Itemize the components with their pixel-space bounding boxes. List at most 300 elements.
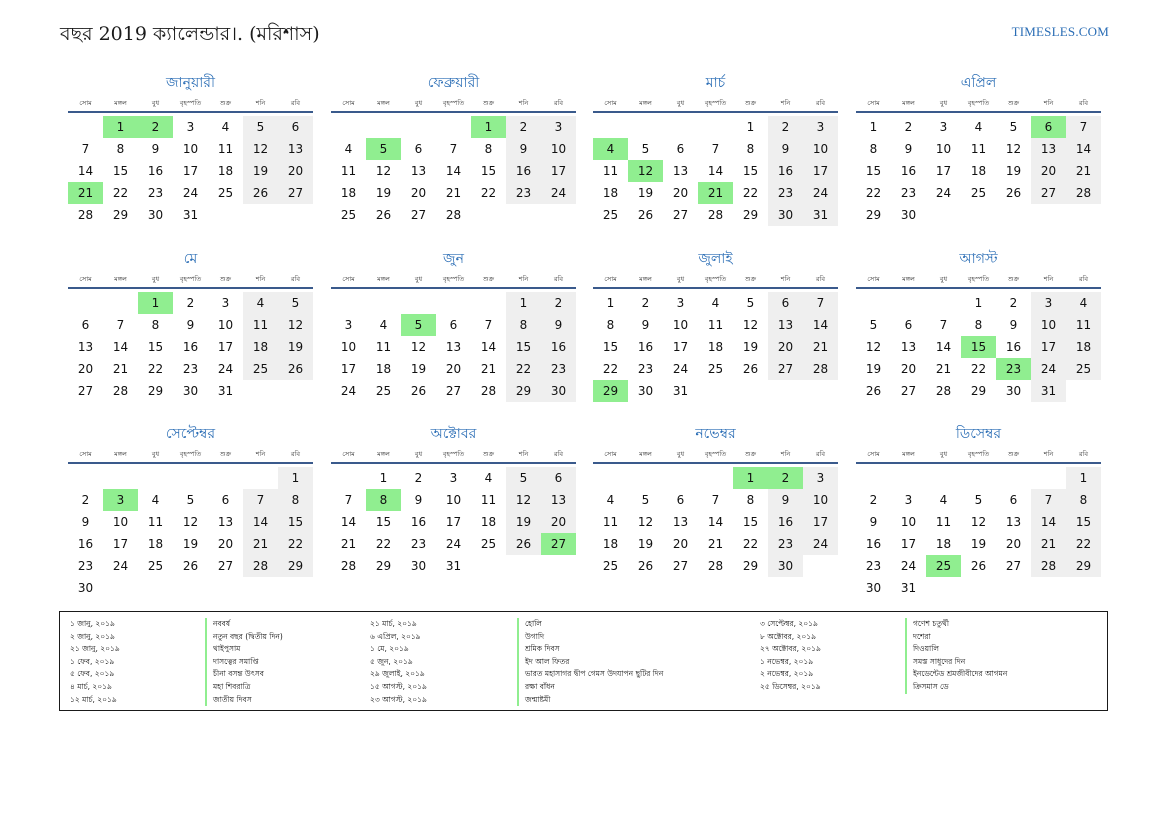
day-cell: 24 [935, 186, 952, 200]
day-cell: 20 [541, 511, 576, 533]
holiday-date: ১৫ আগস্ট, ২০১৯ [370, 681, 427, 691]
day-cell: 30 [637, 384, 654, 398]
day-cell: 4 [974, 120, 983, 134]
empty-cell [173, 467, 208, 489]
holiday-date: ১ ফেব, ২০১৯ [70, 656, 115, 666]
day-cell: 1 [974, 296, 983, 310]
day-cell: 29 [742, 559, 759, 573]
weekday-label: শুক্র [1007, 450, 1020, 458]
day-cell: 29 [865, 208, 882, 222]
day-cell: 19 [278, 336, 313, 358]
day-cell: 7 [939, 318, 948, 332]
day-cell: 29 [112, 208, 129, 222]
empty-cell [1066, 380, 1101, 402]
empty-cell [1031, 467, 1066, 489]
day-cell: 11 [147, 515, 164, 529]
weekday-label: মঙ্গল [639, 275, 652, 283]
week-row [68, 380, 313, 402]
day-cell: 2 [186, 296, 195, 310]
day-cell: 1 [138, 292, 173, 314]
weekday-label: শুক্র [744, 99, 757, 107]
weekday-label: বৃহস্পতি [967, 450, 990, 458]
weekday-label: মঙ্গল [377, 450, 390, 458]
day-cell: 17 [112, 537, 129, 551]
day-cell: 15 [1066, 511, 1101, 533]
day-cell: 20 [672, 537, 689, 551]
day-cell: 29 [742, 208, 759, 222]
day-cell: 11 [970, 142, 987, 156]
day-cell: 19 [410, 362, 427, 376]
month-calendar [68, 248, 313, 402]
week-row [593, 380, 838, 402]
weekday-label: বুধ [151, 275, 160, 283]
empty-cell [961, 204, 996, 226]
day-cell: 1 [606, 296, 615, 310]
week-row [331, 380, 576, 402]
day-grid [68, 467, 313, 599]
weekday-label: বুধ [414, 99, 423, 107]
day-cell: 13 [672, 164, 689, 178]
holiday-date: ২৫ ডিসেম্বর, ২০১৯ [760, 681, 821, 691]
day-cell: 27 [900, 384, 917, 398]
day-cell: 2 [869, 493, 878, 507]
holiday-name: ইনডেন্টেড শ্রমজীবীদের আগমন [913, 669, 1008, 679]
day-cell: 16 [506, 160, 541, 182]
holiday-dates-col-1 [70, 618, 120, 706]
day-cell: 3 [803, 116, 838, 138]
day-cell: 23 [900, 186, 917, 200]
day-cell: 18 [1066, 336, 1101, 358]
holiday-dates-col-2 [370, 618, 427, 706]
day-cell: 19 [182, 537, 199, 551]
day-cell: 25 [340, 208, 357, 222]
day-cell: 31 [1031, 380, 1066, 402]
holiday-name: শ্রমিক দিবস [525, 644, 560, 654]
weekday-label: মঙ্গল [114, 275, 127, 283]
day-cell: 18 [147, 537, 164, 551]
day-grid [856, 116, 1101, 226]
empty-cell [68, 116, 103, 138]
day-cell: 23 [996, 358, 1031, 380]
weekday-label: মঙ্গল [114, 99, 127, 107]
weekday-label: সোম [604, 450, 617, 458]
day-cell: 26 [1005, 186, 1022, 200]
weekday-label: শুক্র [1007, 99, 1020, 107]
day-cell: 5 [746, 296, 755, 310]
week-row [331, 358, 576, 380]
weekday-label: মঙ্গল [902, 99, 915, 107]
day-cell: 21 [340, 537, 357, 551]
day-cell: 17 [1031, 336, 1066, 358]
empty-cell [996, 467, 1031, 489]
holiday-date: ৩ সেপ্টেম্বর, ২০১৯ [760, 619, 818, 628]
day-cell: 13 [77, 340, 94, 354]
weekday-label: রবি [553, 450, 564, 458]
holiday-date: ১ নভেম্বর, ২০১৯ [760, 656, 814, 666]
day-cell: 28 [707, 208, 724, 222]
empty-cell [208, 467, 243, 489]
day-cell: 16 [1005, 340, 1022, 354]
holiday-date: ৪ মার্চ, ২০১৯ [70, 681, 112, 691]
day-cell: 26 [278, 358, 313, 380]
weekday-label: শনি [518, 275, 529, 283]
day-cell: 15 [506, 336, 541, 358]
day-cell: 8 [151, 318, 160, 332]
day-cell: 8 [606, 318, 615, 332]
day-cell: 4 [221, 120, 230, 134]
day-cell: 3 [186, 120, 195, 134]
holiday-date: ২৯ জুলাই, ২০১৯ [370, 669, 425, 679]
weekday-label: বৃহস্পতি [442, 99, 465, 107]
day-cell: 9 [506, 138, 541, 160]
weekday-label: সোম [342, 99, 355, 107]
weekday-label: শুক্র [1007, 275, 1020, 283]
day-cell: 21 [1066, 160, 1101, 182]
day-cell: 27 [541, 533, 576, 555]
day-cell: 17 [217, 340, 234, 354]
empty-cell [331, 292, 366, 314]
day-cell: 5 [1009, 120, 1018, 134]
day-cell: 6 [676, 142, 685, 156]
week-row [856, 204, 1101, 226]
day-cell: 7 [484, 318, 493, 332]
month-calendar [593, 72, 838, 226]
day-cell: 15 [865, 164, 882, 178]
day-cell: 28 [243, 555, 278, 577]
day-cell: 11 [375, 340, 392, 354]
week-row [856, 314, 1101, 336]
week-row [593, 467, 838, 489]
weekday-label: মঙ্গল [639, 450, 652, 458]
empty-cell [891, 292, 926, 314]
holiday-name: জাতীয় দিবস [213, 694, 252, 704]
week-row [68, 577, 313, 599]
day-cell: 21 [707, 537, 724, 551]
month-calendar [593, 423, 838, 577]
weekday-label: সোম [79, 450, 92, 458]
day-cell: 29 [593, 380, 628, 402]
day-cell: 22 [278, 533, 313, 555]
day-cell: 24 [803, 533, 838, 555]
day-cell: 28 [1066, 182, 1101, 204]
day-cell: 3 [803, 467, 838, 489]
weekday-label: শুক্র [744, 450, 757, 458]
day-cell: 24 [112, 559, 129, 573]
day-cell: 5 [641, 493, 650, 507]
weekday-header [856, 96, 1101, 113]
day-cell: 27 [1031, 182, 1066, 204]
week-row [856, 358, 1101, 380]
weekday-label: শনি [255, 275, 266, 283]
day-cell: 26 [375, 208, 392, 222]
week-row [856, 160, 1101, 182]
week-row [856, 336, 1101, 358]
day-cell: 23 [768, 182, 803, 204]
holiday-date: ৮ অক্টোবর, ২০১৯ [760, 631, 817, 641]
day-cell: 21 [112, 362, 129, 376]
day-cell: 9 [151, 142, 160, 156]
day-cell: 1 [869, 120, 878, 134]
day-cell: 14 [707, 164, 724, 178]
day-cell: 12 [182, 515, 199, 529]
week-row [593, 160, 838, 182]
day-cell: 27 [278, 182, 313, 204]
weekday-label: বুধ [151, 450, 160, 458]
day-grid [593, 292, 838, 402]
day-cell: 25 [217, 186, 234, 200]
day-cell: 30 [541, 380, 576, 402]
day-cell: 3 [939, 120, 948, 134]
day-cell: 15 [742, 515, 759, 529]
day-cell: 21 [698, 182, 733, 204]
day-cell: 4 [1066, 292, 1101, 314]
day-cell: 10 [900, 515, 917, 529]
week-row [68, 116, 313, 138]
day-cell: 7 [449, 142, 458, 156]
day-cell: 10 [935, 142, 952, 156]
day-cell: 4 [593, 138, 628, 160]
empty-cell [663, 116, 698, 138]
day-cell: 5 [641, 142, 650, 156]
day-cell: 31 [803, 204, 838, 226]
empty-cell [1031, 204, 1066, 226]
holiday-name: মহা শিবরাত্রি [213, 681, 251, 691]
week-row [856, 577, 1101, 599]
day-cell: 23 [147, 186, 164, 200]
day-cell: 20 [77, 362, 94, 376]
day-cell: 8 [974, 318, 983, 332]
weekday-label: বৃহস্পতি [967, 275, 990, 283]
day-cell: 9 [641, 318, 650, 332]
day-cell: 26 [742, 362, 759, 376]
day-grid [593, 116, 838, 226]
day-cell: 9 [81, 515, 90, 529]
week-row [593, 314, 838, 336]
weekday-label: বুধ [414, 450, 423, 458]
day-cell: 22 [742, 537, 759, 551]
empty-cell [1066, 204, 1101, 226]
week-row [331, 160, 576, 182]
day-cell: 10 [217, 318, 234, 332]
day-cell: 28 [340, 559, 357, 573]
day-cell: 26 [243, 182, 278, 204]
empty-cell [471, 292, 506, 314]
day-cell: 4 [606, 493, 615, 507]
day-cell: 26 [182, 559, 199, 573]
day-cell: 28 [112, 384, 129, 398]
empty-cell [471, 555, 506, 577]
day-cell: 8 [1066, 489, 1101, 511]
day-cell: 7 [803, 292, 838, 314]
day-cell: 28 [935, 384, 952, 398]
day-cell: 21 [243, 533, 278, 555]
day-cell: 29 [970, 384, 987, 398]
holiday-date: ২১ মার্চ, ২০১৯ [370, 619, 417, 628]
week-row [331, 292, 576, 314]
day-cell: 18 [217, 164, 234, 178]
week-row [68, 182, 313, 204]
day-cell: 13 [410, 164, 427, 178]
day-cell: 16 [768, 160, 803, 182]
day-cell: 8 [116, 142, 125, 156]
weekday-label: রবি [290, 99, 301, 107]
day-cell: 6 [904, 318, 913, 332]
holiday-name: নতুন বছর (দ্বিতীয় দিন) [213, 631, 283, 641]
day-cell: 25 [970, 186, 987, 200]
day-cell: 17 [803, 160, 838, 182]
empty-cell [103, 292, 138, 314]
day-cell: 16 [900, 164, 917, 178]
weekday-label: শনি [255, 99, 266, 107]
week-row [331, 555, 576, 577]
empty-cell [663, 467, 698, 489]
week-row [331, 533, 576, 555]
day-cell: 20 [410, 186, 427, 200]
day-cell: 9 [904, 142, 913, 156]
empty-cell [173, 577, 208, 599]
day-cell: 14 [77, 164, 94, 178]
day-cell: 2 [81, 493, 90, 507]
day-cell: 19 [506, 511, 541, 533]
holiday-name: ভারত মহাসাগর দ্বীপ গেমস উদযাপন ছুটির দিন [525, 669, 664, 679]
day-cell: 20 [1005, 537, 1022, 551]
week-row [68, 336, 313, 358]
day-cell: 25 [602, 559, 619, 573]
day-cell: 1 [379, 471, 388, 485]
day-cell: 13 [541, 489, 576, 511]
day-cell: 25 [480, 537, 497, 551]
day-cell: 14 [243, 511, 278, 533]
day-cell: 22 [865, 186, 882, 200]
day-cell: 13 [1005, 515, 1022, 529]
day-cell: 22 [1066, 533, 1101, 555]
day-cell: 11 [935, 515, 952, 529]
month-calendar [856, 423, 1101, 599]
day-cell: 28 [1031, 555, 1066, 577]
empty-cell [593, 467, 628, 489]
holiday-name: দাসত্বের সমাপ্তি [213, 656, 259, 666]
empty-cell [506, 555, 541, 577]
weekday-label: মঙ্গল [639, 99, 652, 107]
day-cell: 12 [278, 314, 313, 336]
day-cell: 1 [471, 116, 506, 138]
day-cell: 2 [904, 120, 913, 134]
day-cell: 14 [1066, 138, 1101, 160]
empty-cell [733, 380, 768, 402]
week-row [331, 336, 576, 358]
day-cell: 17 [803, 511, 838, 533]
weekday-label: রবি [1078, 450, 1089, 458]
day-cell: 19 [742, 340, 759, 354]
day-cell: 28 [803, 358, 838, 380]
weekday-label: সোম [867, 275, 880, 283]
day-cell: 27 [768, 358, 803, 380]
weekday-label: সোম [342, 450, 355, 458]
day-cell: 1 [746, 120, 755, 134]
empty-cell [208, 204, 243, 226]
day-cell: 11 [602, 164, 619, 178]
weekday-label: শুক্র [744, 275, 757, 283]
day-cell: 23 [637, 362, 654, 376]
day-cell: 11 [602, 515, 619, 529]
day-cell: 27 [445, 384, 462, 398]
weekday-label: রবি [290, 450, 301, 458]
day-cell: 14 [1031, 511, 1066, 533]
day-cell: 14 [112, 340, 129, 354]
day-cell: 25 [243, 358, 278, 380]
day-cell: 22 [147, 362, 164, 376]
weekday-label: রবি [815, 99, 826, 107]
day-cell: 17 [182, 164, 199, 178]
day-cell: 27 [77, 384, 94, 398]
day-cell: 6 [676, 493, 685, 507]
day-cell: 9 [186, 318, 195, 332]
weekday-label: বৃহস্পতি [704, 275, 727, 283]
empty-cell [436, 116, 471, 138]
day-cell: 16 [865, 537, 882, 551]
holiday-date: ১ মে, ২০১৯ [370, 644, 409, 654]
empty-cell [1066, 577, 1101, 599]
holiday-date: ১২ মার্চ, ২০১৯ [70, 694, 117, 704]
day-cell: 11 [707, 318, 724, 332]
empty-cell [996, 204, 1031, 226]
day-cell: 17 [340, 362, 357, 376]
weekday-label: রবি [553, 275, 564, 283]
day-cell: 10 [541, 138, 576, 160]
day-cell: 18 [970, 164, 987, 178]
empty-cell [138, 577, 173, 599]
weekday-header [68, 272, 313, 289]
day-cell: 5 [974, 493, 983, 507]
day-grid [856, 467, 1101, 599]
week-row [68, 314, 313, 336]
day-cell: 4 [939, 493, 948, 507]
day-cell: 7 [1031, 489, 1066, 511]
weekday-label: শুক্র [219, 99, 232, 107]
weekday-label: বৃহস্পতি [179, 99, 202, 107]
empty-cell [401, 116, 436, 138]
day-cell: 28 [707, 559, 724, 573]
week-row [593, 204, 838, 226]
week-row [68, 511, 313, 533]
holiday-name: দশেরা [913, 631, 931, 641]
weekday-label: সোম [342, 275, 355, 283]
day-cell: 20 [900, 362, 917, 376]
day-cell: 14 [707, 515, 724, 529]
weekday-header [331, 96, 576, 113]
empty-cell [103, 577, 138, 599]
day-cell: 18 [480, 515, 497, 529]
site-link[interactable]: TIMESLES.COM [1011, 24, 1109, 39]
day-cell: 26 [637, 208, 654, 222]
holiday-name: গণেশ চতুর্থী [913, 619, 949, 628]
weekday-label: বুধ [414, 275, 423, 283]
weekday-label: শনি [780, 275, 791, 283]
day-cell: 25 [707, 362, 724, 376]
weekday-label: রবি [1078, 275, 1089, 283]
holiday-name: চীনা বসন্ত উৎসব [213, 669, 264, 679]
day-cell: 4 [151, 493, 160, 507]
month-title: মার্চ [705, 75, 726, 91]
weekday-label: বৃহস্পতি [179, 450, 202, 458]
week-row [593, 489, 838, 511]
day-cell: 15 [480, 164, 497, 178]
weekday-label: শনি [518, 99, 529, 107]
day-cell: 12 [243, 138, 278, 160]
day-cell: 13 [672, 515, 689, 529]
weekday-label: বুধ [939, 99, 948, 107]
empty-cell [541, 204, 576, 226]
